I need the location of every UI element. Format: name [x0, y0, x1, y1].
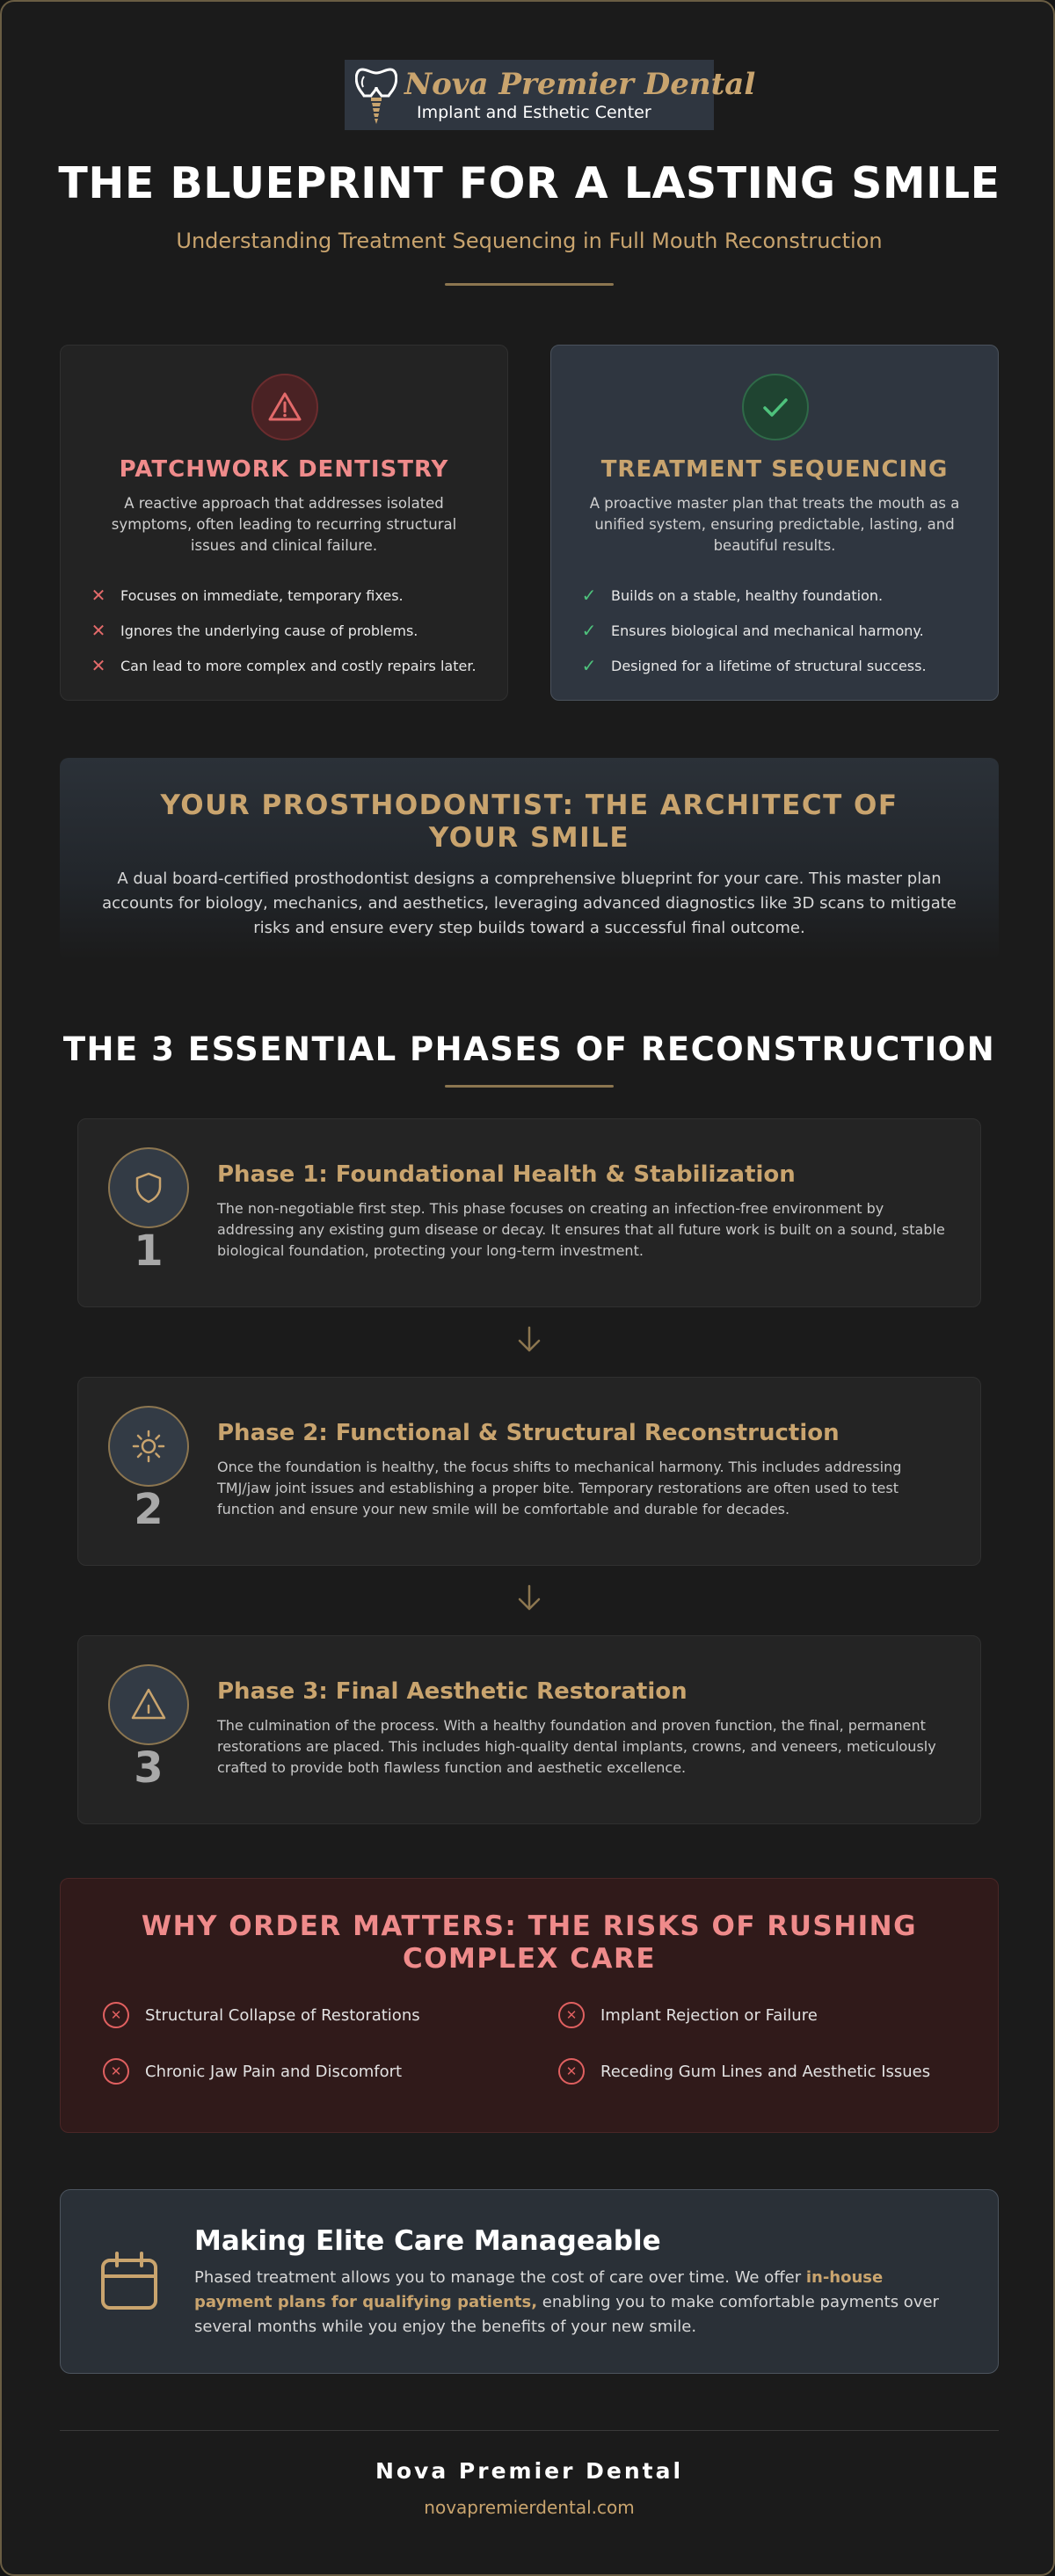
- gear-icon: [108, 1406, 189, 1487]
- brand-logo: [345, 60, 756, 130]
- phase-description: Once the foundation is healthy, the focus shifts to mechanical harmony. This includes addressing TMJ/jaw joint issues and establishing a proper bite. Temporary restorations are often used to test function and ensure your new smile will be comfortable and durable for decades.: [217, 1459, 902, 1517]
- list-item: [91, 613, 490, 648]
- title-divider: [445, 283, 614, 286]
- phases-divider: [445, 1085, 614, 1088]
- patchwork-list: [91, 578, 490, 683]
- phases-heading: THE 3 ESSENTIAL PHASES OF RECONSTRUCTION: [62, 1030, 996, 1068]
- patchwork-dentistry-card: [60, 345, 508, 701]
- arrow-down-icon: [513, 1583, 545, 1614]
- list-item-text: Builds on a stable, healthy foundation.: [611, 586, 884, 604]
- list-item: [581, 613, 980, 648]
- financing-text-start: Phased treatment allows you to manage the cost of care over time. We offer: [194, 2268, 806, 2287]
- phase-title: Phase 1: Foundational Health & Stabilization: [217, 1161, 796, 1188]
- brand-tagline: Implant and Esthetic Center: [417, 103, 651, 122]
- footer-brand-name: Nova Premier Dental: [375, 2458, 684, 2484]
- sequencing-list: [581, 578, 980, 683]
- risk-item: [558, 2002, 818, 2028]
- risk-text: Chronic Jaw Pain and Discomfort: [145, 2062, 403, 2081]
- phase-title: Phase 2: Functional & Structural Reconstruction: [217, 1420, 840, 1446]
- check-icon: ✓: [581, 585, 597, 606]
- risk-text: Implant Rejection or Failure: [600, 2005, 818, 2025]
- brand-name: Nova Premier Dental: [404, 67, 756, 102]
- architect-title: YOUR PROSTHODONTIST: THE ARCHITECT OF YOUR SMILE: [160, 790, 899, 854]
- list-item: [581, 578, 980, 613]
- list-item-text: Can lead to more complex and costly repairs later.: [120, 657, 477, 674]
- x-icon: ✕: [91, 655, 106, 676]
- financing-text: [194, 2266, 945, 2340]
- financing-section: [60, 2189, 999, 2374]
- phase-number: 1: [134, 1226, 164, 1276]
- list-item: [91, 578, 490, 613]
- arrow-down-icon: [513, 1324, 545, 1356]
- phase-number: 2: [134, 1485, 164, 1534]
- list-item-text: Focuses on immediate, temporary fixes.: [120, 586, 404, 604]
- checkmark-icon: [742, 374, 809, 440]
- list-item: [91, 648, 490, 683]
- triangle-icon: [108, 1664, 189, 1745]
- phase-description: The non-negotiable first step. This phase focuses on creating an infection-free environment by addressing any existing gum disease or decay. It ensures that all future work is built on a sound, stable biological foundation, protecting your long-term investment.: [217, 1200, 945, 1259]
- financing-text-end: enabling you to make comfortable payments over several months while you enjoy the benefits of your new smile.: [194, 2293, 939, 2336]
- phase-card-3: [77, 1635, 981, 1824]
- phase-number: 3: [134, 1743, 164, 1793]
- risk-item: [558, 2058, 930, 2085]
- architect-section: [60, 758, 999, 960]
- warning-icon: [251, 374, 318, 440]
- phase-card-1: [77, 1118, 981, 1307]
- page-subtitle: Understanding Treatment Sequencing in Full Mouth Reconstruction: [176, 229, 883, 253]
- risk-item: [103, 2058, 402, 2085]
- card-description: A proactive master plan that treats the mouth as a unified system, ensuring predictable, lasting, and beautiful results.: [589, 495, 960, 554]
- shield-icon: [108, 1147, 189, 1228]
- page-title: THE BLUEPRINT FOR A LASTING SMILE: [58, 158, 1000, 208]
- x-icon: ✕: [91, 585, 106, 606]
- list-item: [581, 648, 980, 683]
- check-icon: ✓: [581, 620, 597, 641]
- x-circle-icon: ✕: [558, 2058, 585, 2085]
- footer-divider: [60, 2430, 999, 2431]
- x-icon: ✕: [91, 620, 106, 641]
- treatment-sequencing-card: [550, 345, 999, 701]
- phase-card-2: [77, 1377, 981, 1566]
- risk-text: Structural Collapse of Restorations: [145, 2005, 420, 2025]
- list-item-text: Ensures biological and mechanical harmony.: [611, 622, 924, 639]
- risks-title: WHY ORDER MATTERS: THE RISKS OF RUSHING COMPLEX CARE: [141, 1910, 918, 1975]
- card-title: TREATMENT SEQUENCING: [600, 456, 949, 483]
- tooth-implant-icon: [355, 64, 397, 126]
- x-circle-icon: ✕: [558, 2002, 585, 2028]
- list-item-text: Ignores the underlying cause of problems.: [120, 622, 418, 639]
- check-icon: ✓: [581, 655, 597, 676]
- architect-body: A dual board-certified prosthodontist designs a comprehensive blueprint for your care. This master plan accounts for biology, mechanics, and aesthetics, leveraging advanced diagnostics like 3D scans to mitigate risks and ensure every step builds toward a successful final outcome.: [102, 870, 957, 937]
- risk-text: Receding Gum Lines and Aesthetic Issues: [600, 2062, 931, 2081]
- phase-title: Phase 3: Final Aesthetic Restoration: [217, 1678, 688, 1705]
- phase-description: The culmination of the process. With a healthy foundation and proven function, the final, permanent restorations are placed. This includes high-quality dental implants, crowns, and veneers, meticulously crafted to provide both flawless function and aesthetic excellence.: [217, 1717, 936, 1776]
- x-circle-icon: ✕: [103, 2002, 129, 2028]
- list-item-text: Designed for a lifetime of structural success.: [611, 657, 927, 674]
- financing-highlight: in-house payment plans for qualifying patients,: [194, 2268, 884, 2311]
- calendar-icon: [99, 2250, 159, 2313]
- card-description: A reactive approach that addresses isolated symptoms, often leading to recurring structural issues and clinical failure.: [111, 495, 457, 554]
- x-circle-icon: ✕: [103, 2058, 129, 2085]
- footer-website-link[interactable]: novapremierdental.com: [424, 2497, 635, 2518]
- card-title: PATCHWORK DENTISTRY: [119, 456, 449, 483]
- risks-section: [60, 1878, 999, 2133]
- risk-item: [103, 2002, 420, 2028]
- financing-title: Making Elite Care Manageable: [194, 2225, 661, 2257]
